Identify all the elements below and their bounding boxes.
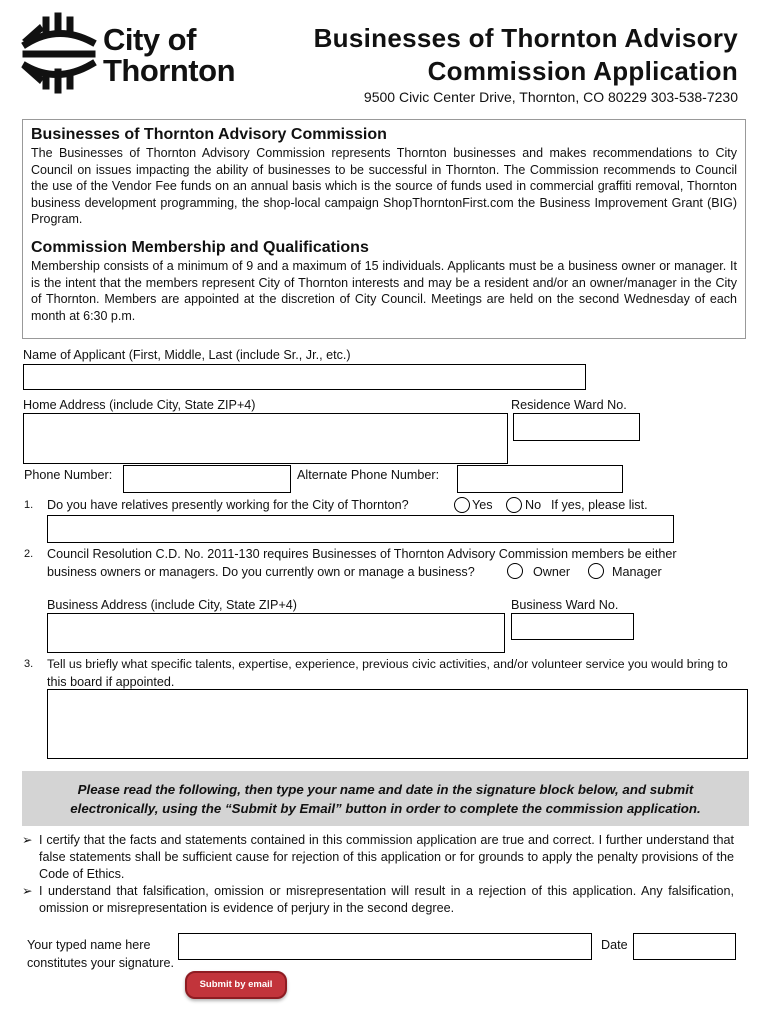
- q2-owner-label: Owner: [533, 565, 571, 579]
- arrow-bullet-icon: ➢: [22, 833, 33, 847]
- signature-label-line2: constitutes your signature.: [27, 956, 175, 970]
- home-address-field[interactable]: [23, 413, 508, 464]
- title-line-2: Commission Application: [427, 56, 738, 86]
- q3-text-line1: Tell us briefly what specific talents, expertise, experience, previous civic activities, and/or volunteer service you would bring to: [47, 657, 728, 671]
- applicant-name-field[interactable]: [23, 364, 586, 390]
- residence-ward-label: Residence Ward No.: [511, 398, 627, 412]
- signature-label-line1: Your typed name here: [27, 938, 151, 952]
- certification-item: [22, 883, 734, 917]
- signature-instructions: [22, 771, 749, 826]
- q1-yes-radio[interactable]: [454, 497, 470, 513]
- name-label: Name of Applicant (First, Middle, Last (include Sr., Jr., etc.): [23, 348, 351, 362]
- intro-paragraph: The Businesses of Thornton Advisory Commission represents Thornton businesses and makes recommendations to City Council on issues impacting the ability of businesses to be successful in Thornton. The Commission recommends to Council the use of the Vendor Fee funds on an annual basis which is the source of funds used in commercial graffiti removal, Thornton business development programming, the shop-local campaign ShopThorntonFirst.com the Business Improvement Grant (BIG) Program.: [31, 146, 737, 227]
- date-field[interactable]: [633, 933, 736, 960]
- submit-by-email-button[interactable]: Submit by email: [185, 971, 287, 999]
- q2-text-line2: business owners or managers. Do you currently own or manage a business?: [47, 565, 475, 579]
- logo-wordmark: [103, 24, 235, 86]
- date-label: Date: [601, 938, 628, 952]
- business-ward-field[interactable]: [511, 613, 634, 640]
- q2-number: 2.: [24, 548, 34, 560]
- instructions-line1: Please read the following, then type your name and date in the signature block below, and submit: [77, 782, 694, 797]
- alt-phone-field[interactable]: [457, 465, 623, 493]
- talents-experience-field[interactable]: [47, 689, 748, 759]
- q3-text-line2: this board if appointed.: [47, 675, 175, 689]
- home-address-label: Home Address (include City, State ZIP+4): [23, 398, 256, 412]
- alt-phone-label: Alternate Phone Number:: [297, 468, 440, 482]
- q2-manager-radio[interactable]: [588, 563, 604, 579]
- q1-text: Do you have relatives presently working for the City of Thornton?: [47, 498, 409, 512]
- q2-text-line1: Council Resolution C.D. No. 2011-130 requires Businesses of Thornton Advisory Commission members be either: [47, 547, 677, 561]
- phone-label: Phone Number:: [24, 468, 113, 482]
- q1-followup-label: If yes, please list.: [551, 498, 648, 512]
- q2-manager-label: Manager: [612, 565, 662, 579]
- residence-ward-field[interactable]: [513, 413, 640, 441]
- certification-text: I understand that falsification, omission or misrepresentation will result in a rejection of this application. Any falsification, omission or misrepresentation is evidence of perjury in the second degree.: [39, 884, 734, 915]
- q1-no-label: No: [525, 498, 542, 512]
- q1-yes-label: Yes: [472, 498, 493, 512]
- membership-paragraph: Membership consists of a minimum of 9 and a maximum of 15 individuals. Applicants must be a business owner or manager. It is the intent that the members represent City of Thornton interests and may be a resident and/or an owner/manager in the City of Thornton. Members are appointed at the discretion of City Council. Meetings are held on the second Wednesday of each month at 6:30 p.m.: [31, 258, 737, 323]
- phone-field[interactable]: [123, 465, 291, 493]
- certification-text: I certify that the facts and statements contained in this commission application are true and correct. I further understand that false statements shall be sufficient cause for rejection of this application or for grounds to apply the penalty provisions of the Code of Ethics.: [39, 833, 734, 881]
- membership-heading: Commission Membership and Qualifications: [31, 238, 369, 256]
- business-ward-label: Business Ward No.: [511, 598, 619, 612]
- certification-item: [22, 832, 734, 883]
- relatives-list-field[interactable]: [47, 515, 674, 543]
- title-line-1: Businesses of Thornton Advisory: [313, 23, 738, 53]
- q1-no-radio[interactable]: [506, 497, 522, 513]
- arrow-bullet-icon: ➢: [22, 884, 33, 898]
- logo-line-2: Thornton: [103, 53, 236, 88]
- q2-owner-radio[interactable]: [507, 563, 523, 579]
- q1-number: 1.: [24, 499, 34, 511]
- typed-signature-field[interactable]: [178, 933, 592, 960]
- contact-address: 9500 Civic Center Drive, Thornton, CO 80229 303-538-7230: [363, 89, 738, 105]
- city-of-thornton-logo-icon: [18, 12, 100, 94]
- intro-box: [22, 119, 746, 339]
- logo-line-1: City of: [103, 22, 196, 57]
- q3-number: 3.: [24, 658, 34, 670]
- page-title: [314, 22, 738, 88]
- business-address-field[interactable]: [47, 613, 505, 653]
- instructions-line2: electronically, using the “Submit by Email” button in order to complete the commission application.: [70, 801, 701, 816]
- business-address-label: Business Address (include City, State ZIP+4): [47, 598, 298, 612]
- intro-heading: Businesses of Thornton Advisory Commission: [31, 126, 387, 143]
